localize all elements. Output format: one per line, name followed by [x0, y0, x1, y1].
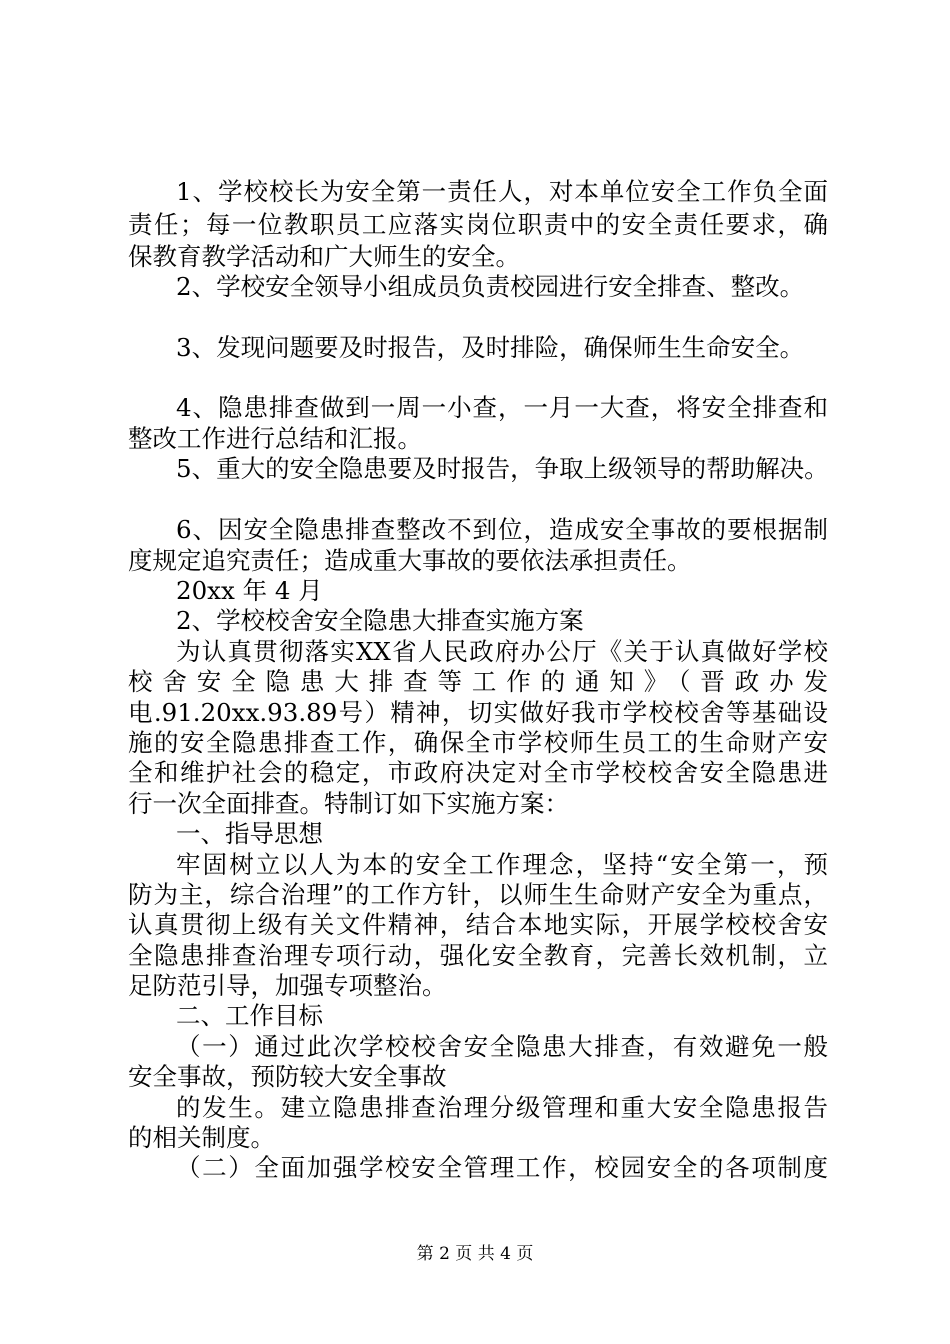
text-line: 度规定追究责任；造成重大事故的要依法承担责任。	[128, 546, 692, 575]
text-line: （二）全面加强学校安全管理工作，校园安全的各项制度	[176, 1153, 828, 1182]
text-line: 足防范引导，加强专项整治。	[128, 971, 447, 1000]
text-line: 整改工作进行总结和汇报。	[128, 424, 422, 453]
text-line: 电.91.20xx.93.89号）精神，切实做好我市学校校舍等基础设	[128, 698, 828, 727]
heading-guiding-ideology: 一、指导思想	[176, 819, 323, 848]
page-footer: 第 2 页 共 4 页	[416, 1244, 534, 1264]
text-line: 的相关制度。	[128, 1123, 275, 1152]
text-line: 2、学校安全领导小组成员负责校园进行安全排查、整改。	[176, 272, 805, 301]
text-line: 全和维护社会的稳定，市政府决定对全市学校校舍安全隐患进	[128, 758, 828, 787]
text-line: 牢固树立以人为本的安全工作理念，坚持“安全第一，预	[176, 850, 828, 879]
text-line: 责任；每一位教职员工应落实岗位职责中的安全责任要求，确	[128, 210, 828, 239]
text-line: 6、因安全隐患排查整改不到位，造成安全事故的要根据制	[176, 515, 828, 544]
date-line: 20xx 年 4 月	[176, 576, 323, 605]
text-line: 防为主，综合治理”的工作方针，以师生生命财产安全为重点，	[128, 880, 828, 909]
section-title: 2、学校校舍安全隐患大排查实施方案	[176, 606, 584, 635]
text-line: 4、隐患排查做到一周一小查，一月一大查，将安全排查和	[176, 393, 828, 422]
text-line: 5、重大的安全隐患要及时报告，争取上级领导的帮助解决。	[176, 454, 829, 483]
heading-work-goals: 二、工作目标	[176, 1001, 323, 1030]
text-line: 校舍安全隐患大排查等工作的通知》（晋政办发	[128, 667, 828, 696]
text-line: 保教育教学活动和广大师生的安全。	[128, 242, 520, 271]
text-line: 全隐患排查治理专项行动，强化安全教育，完善长效机制，立	[128, 941, 828, 970]
text-line: 的发生。建立隐患排查治理分级管理和重大安全隐患报告	[176, 1093, 828, 1122]
text-line: 行一次全面排查。特制订如下实施方案：	[128, 789, 569, 818]
text-line: 认真贯彻上级有关文件精神，结合本地实际，开展学校校舍安	[128, 910, 828, 939]
text-line: 1、学校校长为安全第一责任人，对本单位安全工作负全面	[176, 177, 828, 206]
text-line: 施的安全隐患排查工作，确保全市学校师生员工的生命财产安	[128, 728, 828, 757]
text-line: 3、发现问题要及时报告，及时排险，确保师生生命安全。	[176, 333, 805, 362]
text-line: 为认真贯彻落实XX省人民政府办公厅《关于认真做好学校	[176, 637, 828, 666]
text-line: （一）通过此次学校校舍安全隐患大排查，有效避免一般	[176, 1032, 828, 1061]
text-line: 安全事故，预防较大安全事故	[128, 1062, 447, 1091]
